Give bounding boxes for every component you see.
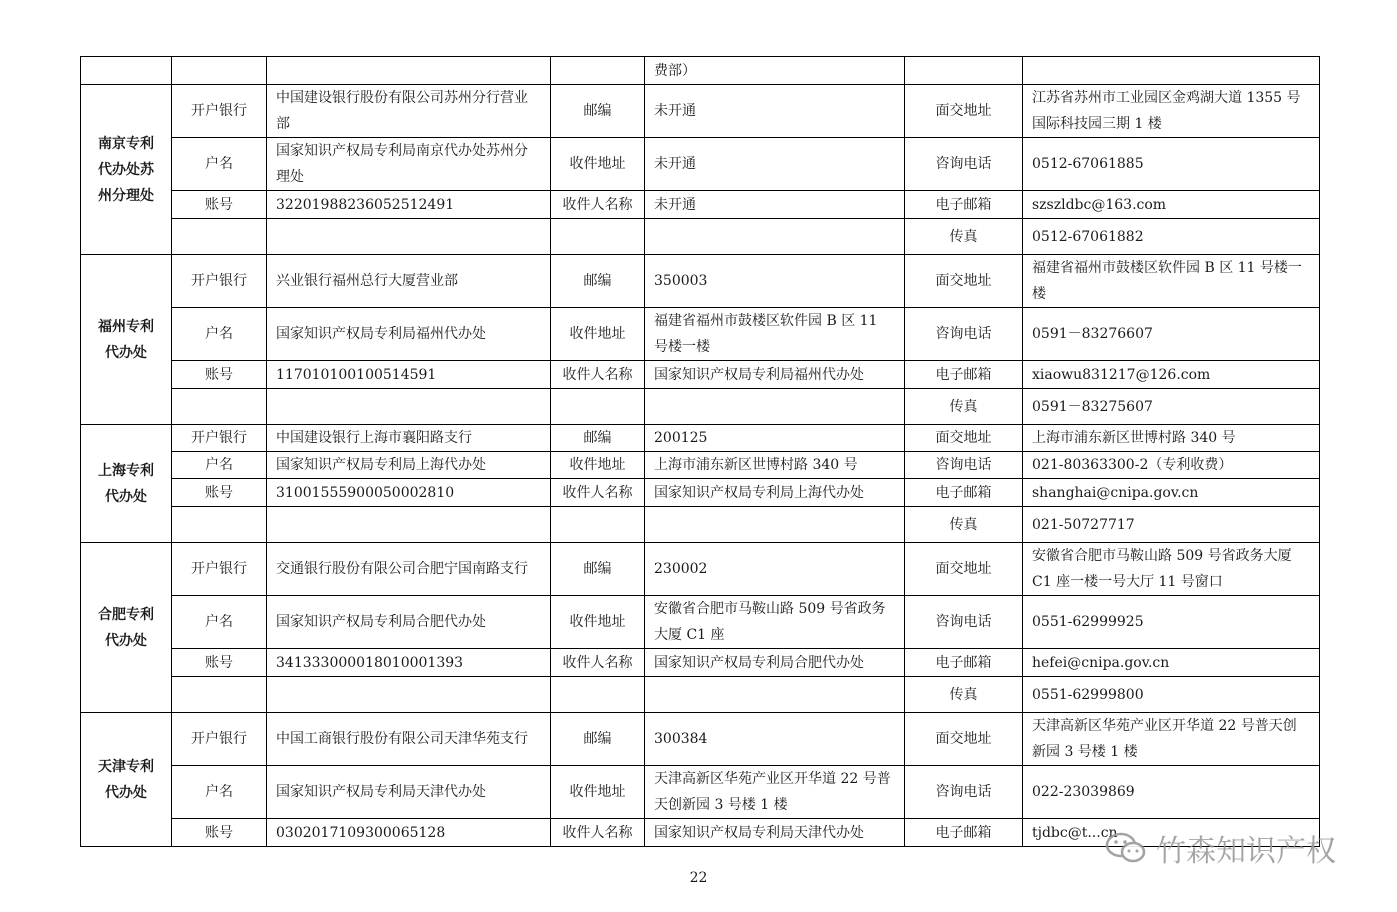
contact-value: 0591－83275607 [1023,389,1320,425]
mid-value: 230002 [645,543,905,596]
contact-label: 咨询电话 [905,596,1023,649]
bank-value [267,219,551,255]
contact-label: 面交地址 [905,543,1023,596]
empty-cell [1023,57,1320,85]
mid-value: 福建省福州市鼓楼区软件园 B 区 11 号楼一楼 [645,308,905,361]
bank-value: 341333000018010001393 [267,649,551,677]
mid-label: 收件人名称 [551,191,645,219]
table-row [81,389,1320,425]
contact-label: 咨询电话 [905,766,1023,819]
mid-value: 国家知识产权局专利局天津代办处 [645,819,905,847]
mid-value: 350003 [645,255,905,308]
watermark [1104,826,1336,870]
mid-value: 未开通 [645,85,905,138]
contact-label: 传真 [905,507,1023,543]
bank-value [267,507,551,543]
contact-value: 安徽省合肥市马鞍山路 509 号省政务大厦 C1 座一楼一号大厅 11 号窗口 [1023,543,1320,596]
mid-value: 国家知识产权局专利局上海代办处 [645,479,905,507]
bank-value: 中国工商银行股份有限公司天津华苑支行 [267,713,551,766]
bank-value: 国家知识产权局专利局福州代办处 [267,308,551,361]
office-name: 福州专利 代办处 [81,255,172,425]
contact-label: 电子邮箱 [905,361,1023,389]
watermark-text: 竹森知识产权 [1156,834,1336,869]
mid-label: 邮编 [551,543,645,596]
table-row [81,255,1320,308]
bank-label: 户名 [172,766,267,819]
bank-value: 117010100100514591 [267,361,551,389]
office-name: 天津专利 代办处 [81,713,172,847]
mid-value: 天津高新区华苑产业区开华道 22 号普天创新园 3 号楼 1 楼 [645,766,905,819]
mid-value [645,507,905,543]
contact-value: 天津高新区华苑产业区开华道 22 号普天创新园 3 号楼 1 楼 [1023,713,1320,766]
contact-label: 电子邮箱 [905,191,1023,219]
bank-label: 账号 [172,819,267,847]
bank-label: 账号 [172,479,267,507]
office-name: 合肥专利 代办处 [81,543,172,713]
mid-label: 邮编 [551,85,645,138]
bank-label: 开户银行 [172,85,267,138]
contact-value: szszldbc@163.com [1023,191,1320,219]
contact-label: 咨询电话 [905,308,1023,361]
mid-value: 300384 [645,713,905,766]
table-row [81,596,1320,649]
contact-value: 上海市浦东新区世博村路 340 号 [1023,425,1320,452]
bank-label [172,219,267,255]
table-row [81,677,1320,713]
bank-label [172,677,267,713]
mid-value: 上海市浦东新区世博村路 340 号 [645,452,905,479]
contact-value: 021-50727717 [1023,507,1320,543]
mid-value: 200125 [645,425,905,452]
office-name: 南京专利 代办处苏 州分理处 [81,85,172,255]
table-row [81,425,1320,452]
table-row [81,649,1320,677]
contact-label: 电子邮箱 [905,479,1023,507]
bank-value: 国家知识产权局专利局天津代办处 [267,766,551,819]
bank-label [172,507,267,543]
continuation-text: 费部） [645,57,905,85]
mid-label [551,507,645,543]
mid-label: 收件地址 [551,308,645,361]
mid-value [645,219,905,255]
bank-label: 账号 [172,191,267,219]
empty-cell [551,57,645,85]
table-row [81,543,1320,596]
table-row [81,138,1320,191]
bank-value: 0302017109300065128 [267,819,551,847]
bank-label [172,389,267,425]
contact-value: 0551-62999800 [1023,677,1320,713]
contact-label: 面交地址 [905,425,1023,452]
bank-value: 中国建设银行股份有限公司苏州分行营业部 [267,85,551,138]
bank-label: 开户银行 [172,713,267,766]
bank-value: 32201988236052512491 [267,191,551,219]
bank-value: 国家知识产权局专利局南京代办处苏州分理处 [267,138,551,191]
mid-label: 收件人名称 [551,361,645,389]
mid-label: 收件地址 [551,596,645,649]
contact-label: 传真 [905,219,1023,255]
bank-label: 户名 [172,308,267,361]
mid-label: 收件人名称 [551,479,645,507]
contact-label: 面交地址 [905,713,1023,766]
bank-label: 户名 [172,138,267,191]
mid-label: 收件地址 [551,766,645,819]
contact-value: 江苏省苏州市工业园区金鸡湖大道 1355 号国际科技园三期 1 楼 [1023,85,1320,138]
mid-label: 收件地址 [551,452,645,479]
mid-value: 未开通 [645,138,905,191]
bank-value: 中国建设银行上海市襄阳路支行 [267,425,551,452]
table-row [81,219,1320,255]
table-row [81,713,1320,766]
bank-value: 国家知识产权局专利局上海代办处 [267,452,551,479]
mid-label: 收件人名称 [551,819,645,847]
mid-label: 收件人名称 [551,649,645,677]
table-row [81,452,1320,479]
table-row [81,308,1320,361]
contact-label: 电子邮箱 [905,819,1023,847]
contact-value: shanghai@cnipa.gov.cn [1023,479,1320,507]
table-row [81,479,1320,507]
empty-cell [172,57,267,85]
agency-info-table [80,56,1320,847]
contact-value: 021-80363300-2（专利收费） [1023,452,1320,479]
bank-label: 开户银行 [172,255,267,308]
mid-label: 邮编 [551,425,645,452]
contact-label: 面交地址 [905,255,1023,308]
contact-value: 022-23039869 [1023,766,1320,819]
continuation-row [81,57,1320,85]
wechat-icon [1104,830,1148,866]
table-row [81,766,1320,819]
mid-label [551,219,645,255]
page-number: 22 [689,870,708,886]
mid-value: 未开通 [645,191,905,219]
empty-cell [905,57,1023,85]
contact-value: 福建省福州市鼓楼区软件园 B 区 11 号楼一楼 [1023,255,1320,308]
bank-value [267,677,551,713]
bank-label: 账号 [172,361,267,389]
contact-label: 电子邮箱 [905,649,1023,677]
contact-label: 传真 [905,677,1023,713]
bank-value [267,389,551,425]
table-row [81,191,1320,219]
mid-value: 国家知识产权局专利局福州代办处 [645,361,905,389]
bank-label: 开户银行 [172,425,267,452]
mid-label: 收件地址 [551,138,645,191]
mid-label: 邮编 [551,713,645,766]
contact-value: xiaowu831217@126.com [1023,361,1320,389]
mid-label [551,389,645,425]
contact-label: 咨询电话 [905,138,1023,191]
mid-label: 邮编 [551,255,645,308]
bank-label: 开户银行 [172,543,267,596]
contact-value: tjdbc@t...cn [1023,819,1320,847]
bank-label: 户名 [172,596,267,649]
contact-value: 0512-67061885 [1023,138,1320,191]
bank-label: 账号 [172,649,267,677]
contact-value: 0512-67061882 [1023,219,1320,255]
bank-value: 31001555900050002810 [267,479,551,507]
contact-value: hefei@cnipa.gov.cn [1023,649,1320,677]
contact-label: 传真 [905,389,1023,425]
contact-label: 面交地址 [905,85,1023,138]
mid-value: 安徽省合肥市马鞍山路 509 号省政务大厦 C1 座 [645,596,905,649]
contact-value: 0591－83276607 [1023,308,1320,361]
office-name: 上海专利 代办处 [81,425,172,543]
mid-value [645,389,905,425]
bank-value: 兴业银行福州总行大厦营业部 [267,255,551,308]
bank-value: 交通银行股份有限公司合肥宁国南路支行 [267,543,551,596]
mid-value [645,677,905,713]
contact-label: 咨询电话 [905,452,1023,479]
table-row [81,361,1320,389]
empty-cell [267,57,551,85]
table-row [81,507,1320,543]
bank-value: 国家知识产权局专利局合肥代办处 [267,596,551,649]
mid-value: 国家知识产权局专利局合肥代办处 [645,649,905,677]
table-row [81,85,1320,138]
contact-value: 0551-62999925 [1023,596,1320,649]
mid-label [551,677,645,713]
bank-label: 户名 [172,452,267,479]
empty-cell [81,57,172,85]
